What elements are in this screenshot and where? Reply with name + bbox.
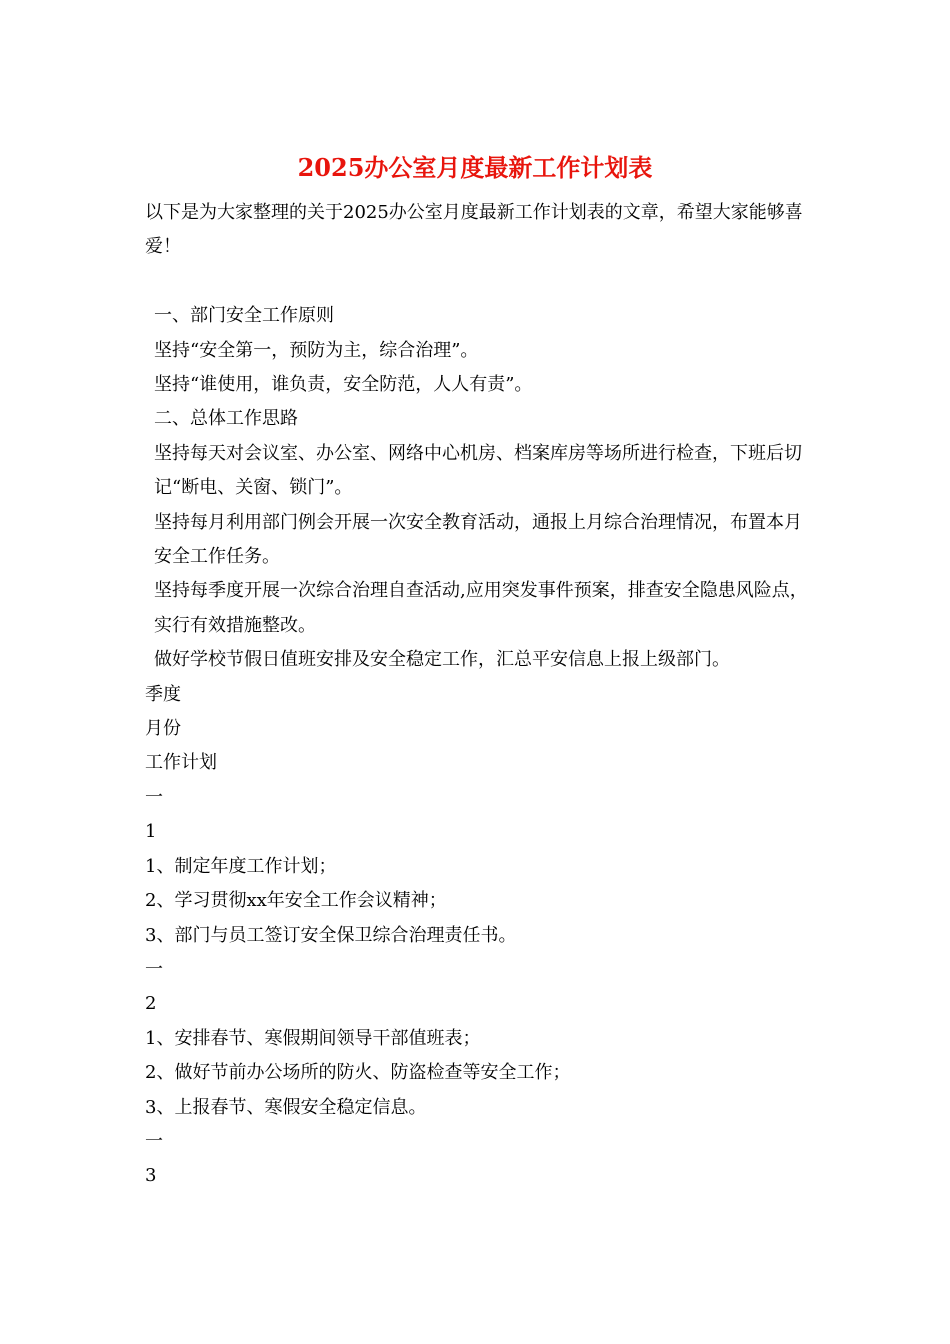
plan-item: 3、部门与员工签订安全保卫综合治理责任书。 [145, 924, 517, 946]
table-header-plan: 工作计划 [145, 752, 217, 774]
blank-line [145, 265, 809, 299]
approach-paragraph-3: 坚持每季度开展一次综合治理自查活动,应用突发事件预案，排查安全隐患风险点，实行有效措施整改。 [154, 580, 808, 636]
row-quarter: 一 [145, 786, 163, 808]
row-month: 2 [145, 993, 157, 1015]
document-body [145, 196, 809, 1194]
plan-item: 2、做好节前办公场所的防火、防盗检查等安全工作； [145, 1062, 571, 1084]
principle-line-1: 坚持“安全第一，预防为主，综合治理”。 [154, 339, 479, 361]
section-heading-1: 一、部门安全工作原则 [154, 305, 334, 327]
row-quarter: 一 [145, 1130, 163, 1152]
table-header-month: 月份 [145, 718, 181, 740]
plan-item: 1、制定年度工作计划； [145, 855, 337, 877]
row-quarter: 一 [145, 958, 163, 980]
approach-paragraph-4: 做好学校节假日值班安排及安全稳定工作，汇总平安信息上报上级部门。 [154, 649, 730, 671]
plan-item: 3、上报春节、寒假安全稳定信息。 [145, 1096, 427, 1118]
plan-item: 1、安排春节、寒假期间领导干部值班表； [145, 1027, 481, 1049]
intro-paragraph: 以下是为大家整理的关于2025办公室月度最新工作计划表的文章，希望大家能够喜爱！ [145, 202, 803, 258]
section-heading-2: 二、总体工作思路 [154, 408, 298, 430]
row-month: 3 [145, 1165, 157, 1187]
document-title: 2025办公室月度最新工作计划表 [297, 153, 653, 182]
principle-line-2: 坚持“谁使用，谁负责，安全防范，人人有责”。 [154, 374, 533, 396]
plan-item: 2、学习贯彻xx年安全工作会议精神； [145, 890, 447, 912]
approach-paragraph-1: 坚持每天对会议室、办公室、网络中心机房、档案库房等场所进行检查，下班后切记“断电、关窗、锁门”。 [154, 442, 802, 499]
table-header-quarter: 季度 [145, 683, 181, 705]
approach-paragraph-2: 坚持每月利用部门例会开展一次安全教育活动，通报上月综合治理情况，布置本月安全工作任务。 [154, 511, 802, 568]
row-month: 1 [145, 821, 157, 843]
